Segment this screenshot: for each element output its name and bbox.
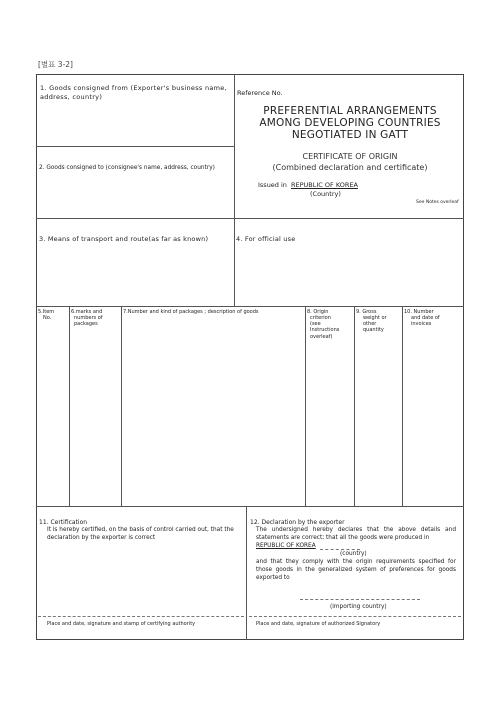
box12-importing-country-caption: (importing country) [330, 604, 387, 610]
col-divider-8-9 [354, 306, 355, 506]
box12-importing-country-line [300, 599, 420, 600]
box2-goods-consigned-to: 2. Goods consigned to (consignee's name, address, country) [39, 165, 215, 171]
col-divider-6-7 [121, 306, 122, 506]
divider-box3-table [36, 306, 464, 307]
reference-no-label: Reference No. [237, 89, 283, 97]
box11-certification-title: 11. Certification [39, 519, 88, 526]
divider-box1-box2 [36, 146, 235, 147]
title-line-1: PREFERENTIAL ARRANGEMENTS [263, 105, 437, 117]
header-tag: [별표 3-2] [38, 60, 73, 69]
country-caption: (Country) [310, 190, 341, 198]
issued-in-label: Issued in [258, 181, 287, 189]
box12-signature-caption: Place and date, signature of authorized Signatory [256, 621, 381, 627]
box12-compliance-text: and that they comply with the origin requirements specified for those goods in the generalized system of preferences for goods exported to [256, 559, 456, 581]
col-divider-9-10 [402, 306, 403, 506]
box12-produced-in-country: REPUBLIC OF KOREA [256, 543, 316, 549]
box12-signature-line [249, 616, 461, 617]
box1-goods-consigned-from: 1. Goods consigned from (Exporter's business name, address, country) [40, 84, 227, 101]
certificate-subtitle: (Combined declaration and certificate) [272, 163, 428, 172]
box11-signature-caption: Place and date, signature and stamp of certifying authority [47, 621, 196, 627]
col7-description: 7.Number and kind of packages ; description of goods [123, 309, 259, 315]
issued-in-country: REPUBLIC OF KOREA [291, 181, 358, 189]
divider-box11-box12 [246, 506, 247, 640]
box12-declaration-title: 12. Declaration by the exporter [250, 519, 345, 526]
certificate-of-origin-title: CERTIFICATE OF ORIGIN [302, 152, 398, 161]
divider-vertical-top [234, 74, 235, 306]
col-divider-7-8 [305, 306, 306, 506]
box11-signature-line [38, 616, 244, 617]
box11-certification-text: It is hereby certified, on the basis of control carried out, that the declaration by the exporter is correct [47, 527, 234, 541]
title-line-2: AMONG DEVELOPING COUNTRIES [259, 117, 441, 129]
box12-declaration-text: The undersigned hereby declares that the above details and statements are correct; that all the goods were produced in [256, 527, 456, 541]
box4-official-use: 4. For official use [236, 235, 296, 243]
col-divider-5-6 [69, 306, 70, 506]
box3-means-of-transport: 3. Means of transport and route(as far as known) [39, 235, 209, 243]
divider-top-box3 [36, 218, 464, 219]
see-notes-overleaf: See Notes overleaf [416, 200, 459, 205]
title-line-3: NEGOTIATED IN GATT [291, 129, 409, 141]
box12-country-caption: (country) [340, 551, 367, 557]
divider-table-bottom [36, 506, 464, 507]
